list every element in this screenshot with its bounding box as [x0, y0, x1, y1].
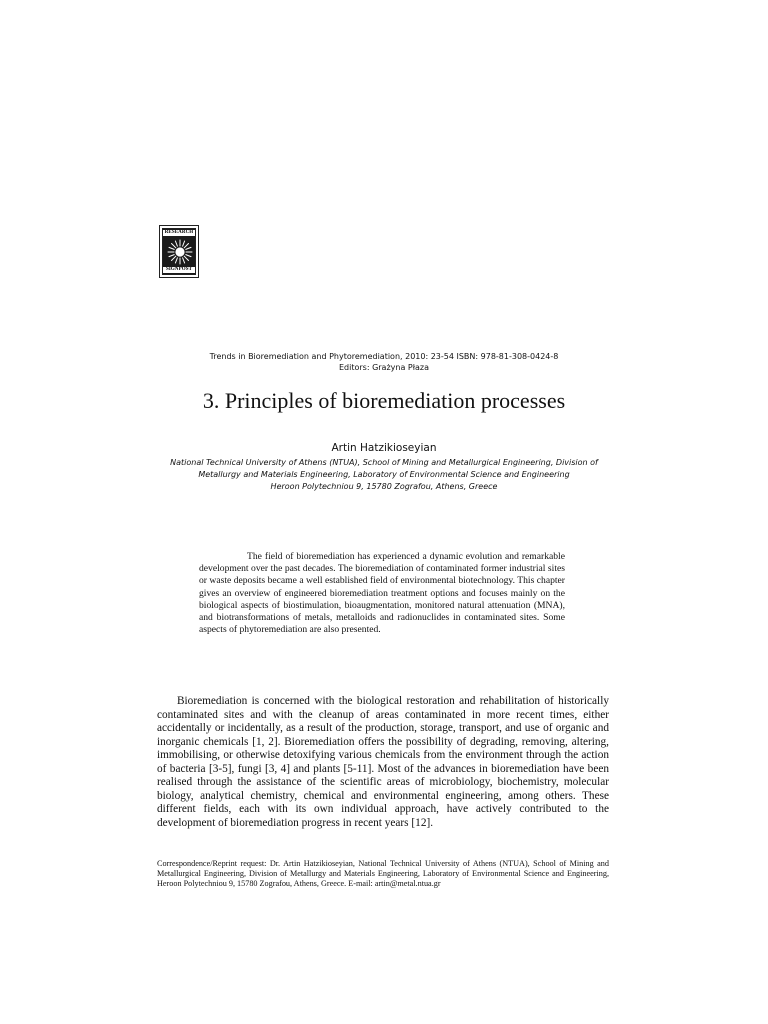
introduction-paragraph: Bioremediation is concerned with the biological restoration and rehabilitation of historically contaminated sites and with the cleanup of areas contaminated in more recent times, either accidentally or incidentally, as a result of the production, storage, transport, and use of organic and inorganic chemicals [1, 2]. Bioremediation offers the possibility of degrading, removing, altering, immobilising, or otherwise detoxifying various chemicals from the environment through the action of bacteria [3-5], fungi [3, 4] and plants [5-11]. Most of the advances in bioremediation have been realised through the assistance of the scientific areas of microbiology, biochemistry, molecular biology, analytical chemistry, chemical and environmental engineering, among others. These different fields, each with its own individual approach, have actively contributed to the development of bioremediation progress in recent years [12]. [157, 695, 609, 829]
affiliation-line-1: National Technical University of Athens (NTUA), School of Mining and Metallurgical Engineering, Division of [170, 458, 598, 467]
logo-bottom-text: SIGNPOST [163, 267, 195, 273]
research-signpost-logo [159, 225, 199, 278]
correspondence-footnote: Correspondence/Reprint request: Dr. Artin Hatzikioseyian, National Technical University of Athens (NTUA), School of Mining and Metallurgical Engineering, Division of Metallurgy and Materials Engineering, Laboratory of Environmental Science and Engineering, Heroon Polytechniou 9, 15780 Zografou, Athens, Greece. E-mail: artin@metal.ntua.gr [157, 859, 609, 889]
sunburst-icon [166, 238, 194, 266]
chapter-title: 3. Principles of bioremediation processes [202, 388, 566, 413]
affiliation-line-2: Metallurgy and Materials Engineering, Laboratory of Environmental Science and Engineering [198, 470, 570, 479]
affiliation-line-3: Heroon Polytechniou 9, 15780 Zografou, Athens, Greece [270, 482, 498, 491]
logo-top-text: RESEARCH [164, 230, 194, 235]
author-name: Artin Hatzikioseyian [331, 442, 437, 454]
journal-citation: Trends in Bioremediation and Phytoremediation, 2010: 23-54 ISBN: 978-81-308-0424-8 [209, 352, 559, 361]
abstract-paragraph: The field of bioremediation has experienced a dynamic evolution and remarkable development over the past decades. The bioremediation of contaminated former industrial sites or waste deposits became a well established field of environmental biotechnology. This chapter gives an overview of engineered bioremediation treatment options and focuses mainly on the biological aspects of biostimulation, bioaugmentation, monitored natural attenuation (MNA), and biotransformations of metals, metalloids and radionuclides in contaminated sites. Some aspects of phytoremediation are also presented. [199, 551, 565, 636]
editors-line: Editors: Grażyna Płaza [338, 363, 430, 372]
